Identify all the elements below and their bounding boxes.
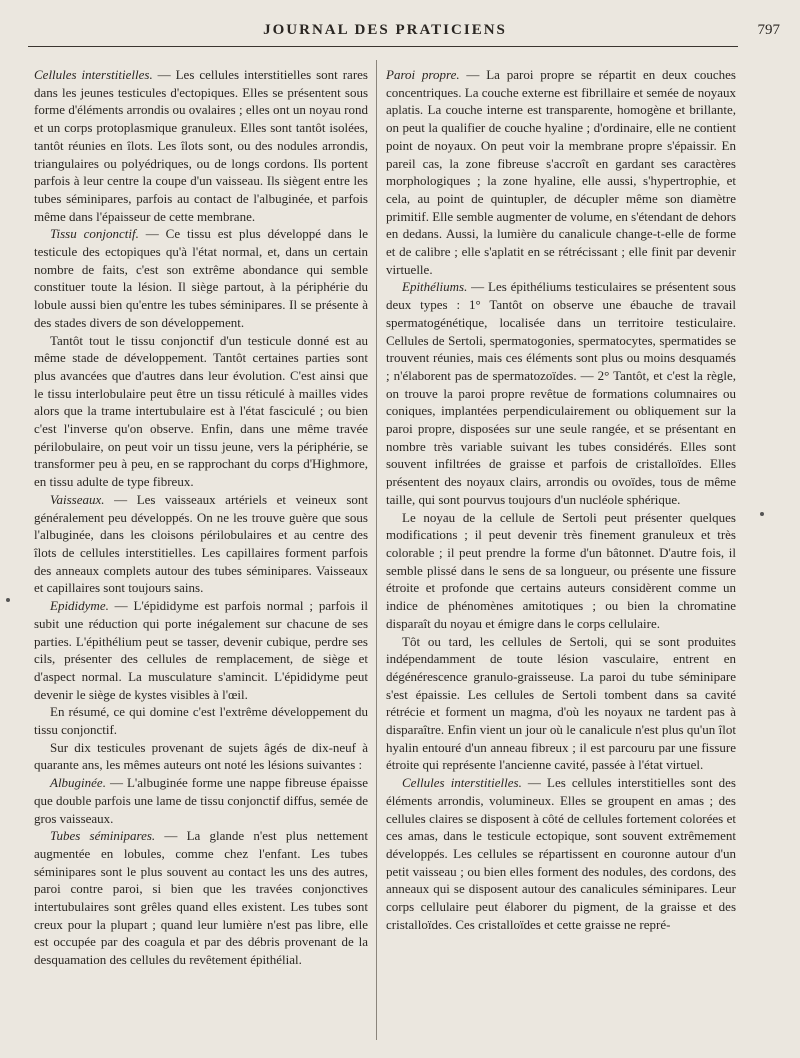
- section-heading: Vaisseaux.: [50, 491, 105, 507]
- paragraph: [34, 703, 368, 738]
- section-heading: Tubes séminipares.: [50, 828, 156, 844]
- paragraph: [34, 225, 368, 331]
- page-number: 797: [757, 22, 780, 38]
- paragraph-text: Le noyau de la cellule de Sertoli peut présenter quelques modifications ; il peut devenir très finement granuleux et très colorable ; il peut prendre la forme d'un bâtonnet. D'autre fois, il semble plissé dans le sens de sa longueur, ou présente une fissure étroite et profonde que certains auteurs considèrent comme un indice de phénomènes amitotiques ; ou bien la chromatine disparaît du noyau et émigre dans le corps cellulaire.: [386, 509, 736, 631]
- margin-dot: [760, 512, 764, 516]
- paragraph: [386, 278, 736, 508]
- paragraph: [386, 66, 736, 278]
- paragraph: [34, 739, 368, 774]
- right-column: [386, 66, 736, 933]
- paragraph: [34, 597, 368, 703]
- paragraph-text: — Les cellules interstitielles sont des éléments arrondis, volumineux. Elles se groupent en amas ; des cellules claires se disposent à côté de cellules fortement colorées et ces amas, dans le testicule ectopique, sont souvent extrêmement développés. Les cellules se répartissent en couronne autour d'un petit vaisseau ; ou bien elles forment des nodules, des cordons, des anneaux qui se disposent autour des canalicules séminipares. Leur corps cellulaire peut élaborer du pigment, de la graisse et des cristalloïdes. Ces cristalloïdes et cette graisse ne repré-: [386, 775, 736, 932]
- section-heading: Epididyme.: [50, 598, 109, 614]
- section-heading: Paroi propre.: [386, 67, 460, 82]
- paragraph: [386, 509, 736, 633]
- left-column: [34, 66, 368, 969]
- paragraph: [34, 827, 368, 969]
- section-heading: Tissu conjonctif.: [50, 226, 139, 242]
- paragraph: [34, 332, 368, 491]
- paragraph-text: — La glande n'est plus nettement augmentée en lobules, comme chez l'enfant. Les tubes séminipares sont le plus souvent au contact les uns des autres, paroi contre paroi, si bien que les travées conjonctives intertubulaires sont grêles quand elles existent. Les tubes sont creux pour la plupart ; quand leur lumière n'est pas libre, elle est occupée par des coagula et par des débris provenant de la desquamation des cellules du revêtement épithélial.: [34, 828, 368, 968]
- paragraph-text: — La paroi propre se répartit en deux couches concentriques. La couche externe est fibrillaire et semée de noyaux aplatis. La couche interne est transparente, homogène et brillante, on peut la qualifier de couche hyaline ; d'ordinaire, elle ne contient point de noyaux. On peut voir la membrane propre s'épaissir. En pareil cas, la zone fibreuse s'accroît en gardant ses caractères morphologiques ; la zone hyaline, elle aussi, s'hypertrophie, et cela, au point de quintupler, de décupler même son diamètre primitif. Elle semble augmenter de volume, en s'étendant de dehors en dedans. Aussi, la lumière du canalicule change-t-elle de forme et de calibre ; elle s'aplatit en se rétrécissant ; elle finit par devenir virtuelle.: [386, 67, 736, 277]
- section-heading: Cellules interstitielles.: [402, 775, 522, 791]
- paragraph-text: — Ce tissu est plus développé dans le testicule des ectopiques qu'à l'état normal, et, dans un certain nombre de faits, c'est son extrême abondance qui semble constituer toute la lésion. Il siège partout, à la périphérie du lobule aussi bien qu'entre les tubes séminipares. Il se présente à des stades divers de son développement.: [34, 226, 368, 330]
- paragraph-text: Sur dix testicules provenant de sujets âgés de dix-neuf à quarante ans, les mêmes auteurs ont noté les lésions suivantes :: [34, 739, 368, 773]
- paragraph: [386, 774, 736, 933]
- column-divider: [376, 60, 377, 1040]
- section-heading: Cellules interstitielles.: [34, 67, 153, 82]
- paragraph: [34, 66, 368, 225]
- paragraph-text: — Les cellules interstitielles sont rares dans les jeunes testicules d'ectopiques. Elles se présentent sous forme d'éléments arrondis ou ovalaires ; elles ont un noyau rond et un corps protoplasmique granuleux. Elles sont tantôt isolées, tantôt réunies en îlots. Les îlots sont, ou des nodules arrondis, triangulaires ou polyédriques, ou de longs cordons. Ils portent parfois à leur centre la coupe d'un vaisseau. Ils siègent entre les tubes séminipares, parfois au contact de l'albuginée, et parfois même dans l'épaisseur de cette membrane.: [34, 67, 368, 224]
- header-rule: [28, 46, 738, 47]
- paragraph-text: — Les vaisseaux artériels et veineux sont généralement peu développés. On ne les trouve guère que sous l'albuginée, dans les cloisons périlobulaires et au centre des îlots de cellules interstitielles. Les capillaires forment parfois des anneaux complets autour des tubes séminipares. Vaisseaux et capillaires sont toujours sains.: [34, 491, 368, 596]
- paragraph-text: Tantôt tout le tissu conjonctif d'un testicule donné est au même stade de développement. Tantôt certaines parties sont plus avancées que d'autres dans leur évolution. C'est ainsi que le tissu interlobulaire peut être un tissu réticulé à mailles vides alors que la trame intertubulaire est à l'état fasciculé ; ou bien c'est l'inverse qu'on observe. Enfin, dans une même travée périlobulaire, on peut voir un tissu jeune, vers la périphérie, se transformer peu à peu, en se rapprochant du corps d'Highmore, en tissu adulte de type fibreux.: [34, 332, 368, 490]
- paragraph-text: — L'épididyme est parfois normal ; parfois il subit une réduction qui porte inégalement sur chacune de ses parties. L'épithélium peut se tasser, devenir cubique, perdre ses cils, présenter des cellules de remplacement, de siège et d'aspect normal. La musculature s'amincit. L'épididyme peut devenir le siège de kystes visibles à l'œil.: [34, 598, 368, 702]
- paragraph: [34, 774, 368, 827]
- running-title: JOURNAL DES PRATICIENS: [263, 22, 507, 38]
- margin-dot: [6, 598, 10, 602]
- page-header: [30, 20, 780, 44]
- paragraph: [34, 491, 368, 597]
- section-heading: Epithéliums.: [402, 279, 468, 295]
- paragraph-text: — L'albuginée forme une nappe fibreuse épaisse que double parfois une lame de tissu conjonctif diffus, semée de gros vaisseaux.: [34, 775, 368, 826]
- section-heading: Albuginée.: [50, 775, 106, 791]
- paragraph: [386, 633, 736, 775]
- paragraph-text: En résumé, ce qui domine c'est l'extrême développement du tissu conjonctif.: [34, 704, 368, 738]
- paragraph-text: Tôt ou tard, les cellules de Sertoli, qui se sont produites indépendamment de toute lésion vasculaire, entrent en dégénérescence granulo-graisseuse. La paroi du tube séminipare s'est épaissie. Les cellules de Sertoli tombent dans sa cavité rétrécie et forment un magma, d'où les noyaux ne tardent pas à disparaître. Enfin vient un jour où le canalicule n'est plus qu'un îlot hyalin entouré d'un anneau fibreux ; il est parcouru par une fissure étroite qui représente l'ancienne cavité, passée à l'état virtuel.: [386, 633, 736, 773]
- paragraph-text: — Les épithéliums testiculaires se présentent sous deux types : 1° Tantôt on observe une ébauche de travail spermatogénétique, localisée dans un territoire testiculaire. Cellules de Sertoli, spermatogonies, spermatocytes, spermatides se trouvent réunies, mais ces éléments sont plus ou moins desquamés ; n'élaborent pas de spermatozoïdes. — 2° Tantôt, et c'est la règle, on trouve la paroi propre revêtue de formations columnaires ou coniques, implantées perpendiculairement ou obliquement sur la paroi propre, disposées sur une seule rangée, et se présentant en nombre très variable suivant les tubes considérés. Elles sont souvent infiltrées de graisse et parfois de cristalloïdes. Elles présentent des noyaux clairs, arrondis ou ovoïdes, tous de même taille, qui sont pourvus toujours d'un nucléole sphérique.: [386, 279, 736, 507]
